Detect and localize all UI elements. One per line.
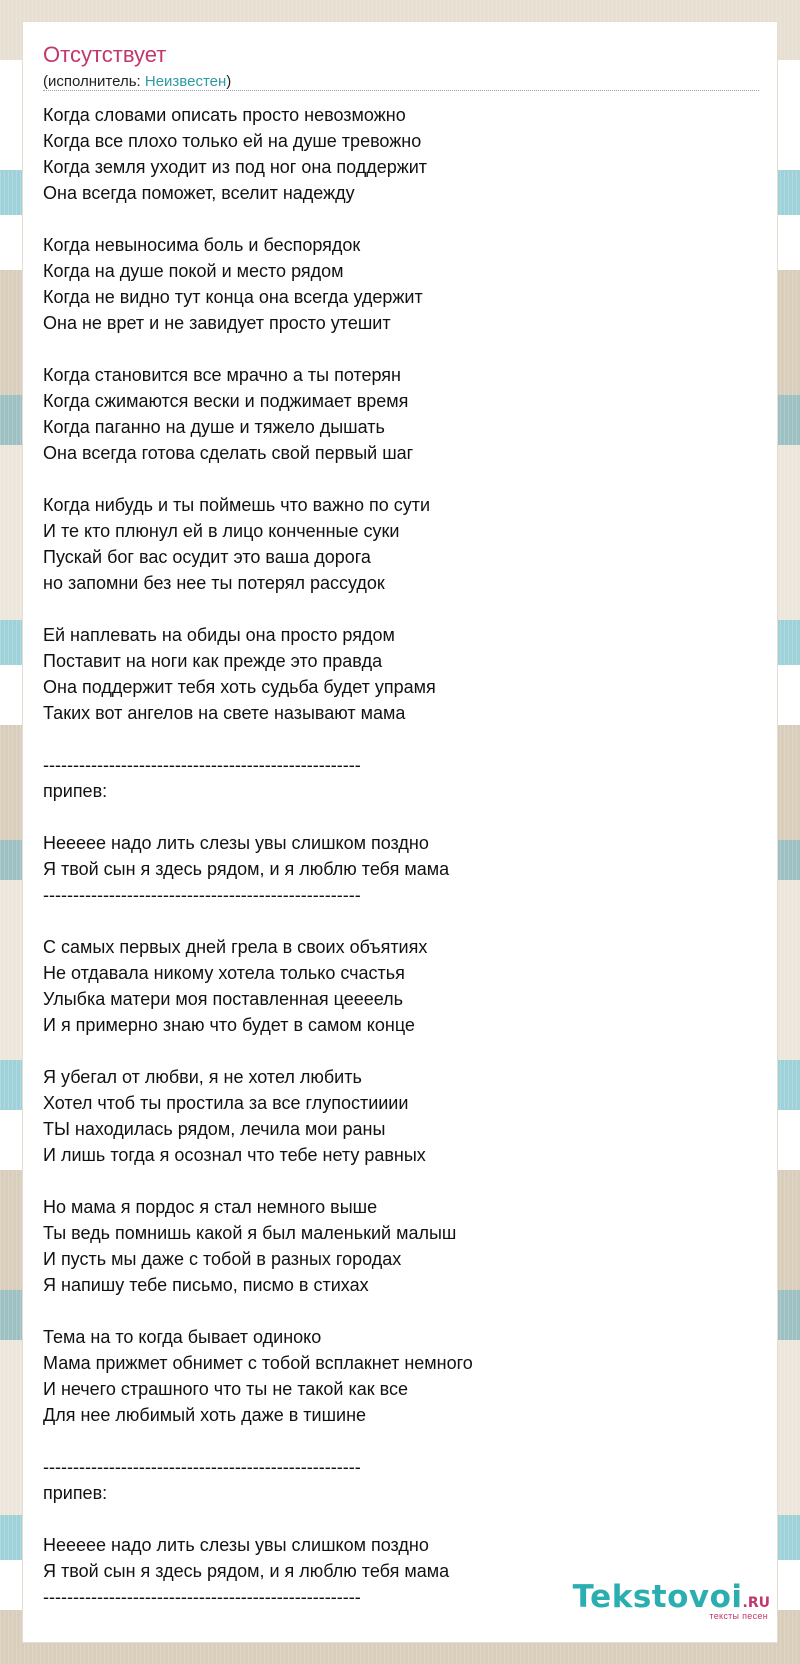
lyric-line: Улыбка матери моя поставленная цеееель — [43, 989, 404, 1009]
lyric-line: ТЫ находилась рядом, лечила мои раны — [43, 1119, 386, 1139]
lyric-line: Я твой сын я здесь рядом, и я люблю тебя мама — [43, 859, 450, 879]
lyric-line: Когда сжимаются вески и поджимает время — [43, 391, 409, 411]
lyric-line: ----------------------------------------------------- — [43, 1457, 361, 1477]
lyric-line: Пускай бог вас осудит это ваша дорога — [43, 547, 371, 567]
lyric-line — [43, 1298, 759, 1324]
lyric-line: И нечего страшного что ты не такой как все — [43, 1379, 408, 1399]
lyric-line: Когда на душе покой и место рядом — [43, 261, 344, 281]
lyric-line: но запомни без нее ты потерял рассудок — [43, 573, 385, 593]
logo-domain-suffix: .RU — [742, 1595, 770, 1611]
lyric-line — [43, 206, 759, 232]
lyric-line: Когда невыносима боль и беспорядок — [43, 235, 361, 255]
lyric-line: Я убегал от любви, я не хотел любить — [43, 1067, 362, 1087]
lyric-line: Когда паганно на душе и тяжело дышать — [43, 417, 385, 437]
lyrics-text — [43, 102, 759, 1610]
lyric-line: И пусть мы даже с тобой в разных городах — [43, 1249, 402, 1269]
lyric-line: Неееее надо лить слезы увы слишком поздно — [43, 1535, 429, 1555]
lyric-line — [43, 466, 759, 492]
lyric-line — [43, 1038, 759, 1064]
lyric-line: Она поддержит тебя хоть судьба будет упрамя — [43, 677, 436, 697]
lyric-line — [43, 1506, 759, 1532]
page-content — [43, 42, 759, 1610]
lyric-line: Не отдавала никому хотела только счастья — [43, 963, 405, 983]
lyric-line: ----------------------------------------------------- — [43, 885, 361, 905]
artist-suffix: ) — [226, 73, 232, 90]
lyric-line: ----------------------------------------------------- — [43, 1587, 361, 1607]
lyric-line: Поставит на ноги как прежде это правда — [43, 651, 383, 671]
lyrics-page — [22, 21, 778, 1643]
lyric-line: Я напишу тебе письмо, писмо в стихах — [43, 1275, 369, 1295]
lyric-line: И те кто плюнул ей в лицо конченные суки — [43, 521, 400, 541]
song-title: Отсутствует — [43, 42, 167, 67]
title-divider — [43, 90, 759, 91]
lyric-line — [43, 596, 759, 622]
lyric-line: припев: — [43, 781, 108, 801]
lyric-line — [43, 726, 759, 752]
lyric-line: Ей наплевать на обиды она просто рядом — [43, 625, 395, 645]
lyric-line: Когда становится все мрачно а ты потерян — [43, 365, 401, 385]
lyric-line — [43, 804, 759, 830]
lyric-line: Когда нибудь и ты поймешь что важно по сути — [43, 495, 431, 515]
logo-wordmark: Tekstovoi — [572, 1579, 743, 1615]
lyric-line — [43, 1168, 759, 1194]
lyric-line: Ты ведь помнишь какой я был маленький малыш — [43, 1223, 457, 1243]
lyric-line: Тема на то когда бывает одиноко — [43, 1327, 322, 1347]
artist-line — [43, 74, 759, 89]
artist-prefix: (исполнитель: — [43, 73, 145, 90]
lyric-line: Она всегда готова сделать свой первый шаг — [43, 443, 414, 463]
lyric-line: Она всегда поможет, вселит надежду — [43, 183, 355, 203]
lyric-line: С самых первых дней грела в своих объятиях — [43, 937, 428, 957]
lyric-line: Хотел чтоб ты простила за все глупостииии — [43, 1093, 409, 1113]
lyric-line — [43, 336, 759, 362]
lyric-line: Для нее любимый хоть даже в тишине — [43, 1405, 367, 1425]
lyric-line: припев: — [43, 1483, 108, 1503]
lyric-line: И лишь тогда я осознал что тебе нету равных — [43, 1145, 426, 1165]
artist-link[interactable]: Неизвестен — [144, 73, 227, 90]
lyric-line — [43, 1428, 759, 1454]
logo-tagline: тексты песен — [709, 1611, 768, 1621]
lyric-line: Неееее надо лить слезы увы слишком поздно — [43, 833, 429, 853]
site-logo[interactable] — [572, 1579, 770, 1621]
lyric-line: Когда не видно тут конца она всегда удержит — [43, 287, 423, 307]
lyric-line: Когда словами описать просто невозможно — [43, 105, 406, 125]
lyric-line — [43, 908, 759, 934]
lyric-line: Я твой сын я здесь рядом, и я люблю тебя мама — [43, 1561, 450, 1581]
lyric-line: Когда земля уходит из под ног она поддержит — [43, 157, 428, 177]
lyric-line: Таких вот ангелов на свете называют мама — [43, 703, 406, 723]
lyric-line: ----------------------------------------------------- — [43, 755, 361, 775]
lyric-line: Когда все плохо только ей на душе тревожно — [43, 131, 422, 151]
lyric-line: И я примерно знаю что будет в самом конце — [43, 1015, 415, 1035]
lyric-line: Она не врет и не завидует просто утешит — [43, 313, 391, 333]
lyric-line: Мама прижмет обнимет с тобой всплакнет немного — [43, 1353, 473, 1373]
lyric-line: Но мама я пордос я стал немного выше — [43, 1197, 378, 1217]
